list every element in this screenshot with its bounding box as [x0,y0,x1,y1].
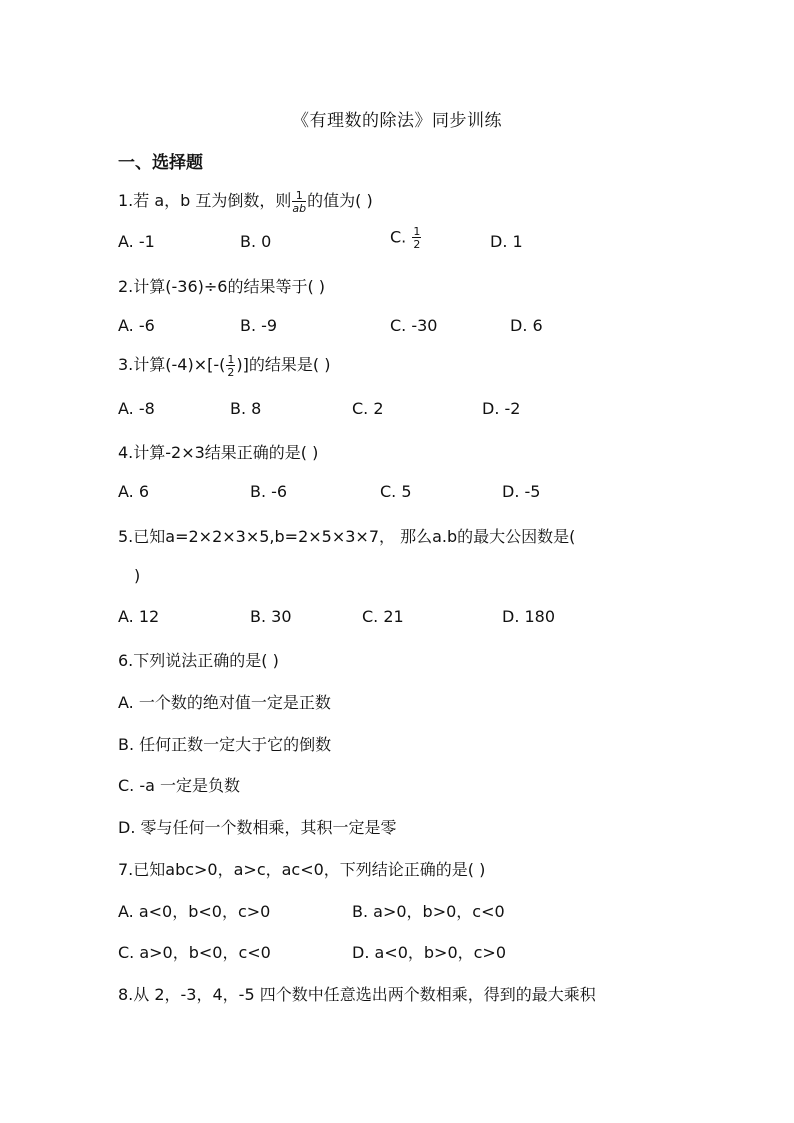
question-3-text-end: )]的结果是( ) [236,355,331,374]
q4-option-d: D. -5 [502,482,541,501]
q6-option-a: A. 一个数的绝对值一定是正数 [118,693,331,712]
q1-option-b: B. 0 [240,232,272,251]
q7-option-a: A. a<0，b<0，c>0 [118,902,271,921]
q5-option-d: D. 180 [502,607,556,626]
q2-option-d: D. 6 [510,316,543,335]
q4-option-a: A. 6 [118,482,150,501]
q1-option-d: D. 1 [490,232,523,251]
question-5-stem: 5.已知a=2×2×3×5,b=2×5×3×7， 那么a.b的最大公因数是( [118,527,576,546]
question-1-text-end: 的值为( ) [307,191,373,210]
question-3-stem [118,352,330,378]
q3-option-d: D. -2 [482,399,521,418]
q6-option-b: B. 任何正数一定大于它的倒数 [118,735,332,754]
q4-option-c: C. 5 [380,482,412,501]
q2-option-c: C. -30 [390,316,438,335]
fraction-one-half: $\frac{1}{2}$ [227,352,235,379]
q6-option-d: D. 零与任何一个数相乘，其积一定是零 [118,818,397,837]
page-title: 《有理数的除法》同步训练 [292,111,502,131]
question-3-text: 3.计算(-4)×[-( [118,355,226,374]
q6-option-c: C. -a 一定是负数 [118,776,241,795]
q7-option-b: B. a>0，b>0，c<0 [352,902,505,921]
question-1-text: 1.若 a，b 互为倒数，则 [118,191,292,210]
q7-option-c: C. a>0，b<0，c<0 [118,943,271,962]
fraction-1-over-ab: $\frac{1}{ab}$ [292,188,307,215]
q3-option-a: A. -8 [118,399,155,418]
q1-option-c: C. $\frac{1}{2}$ [390,225,421,251]
question-8-stem: 8.从 2，-3，4，-5 四个数中任意选出两个数相乘，得到的最大乘积 [118,985,596,1004]
q7-option-d: D. a<0，b>0，c>0 [352,943,507,962]
q1-option-a: A. -1 [118,232,155,251]
q4-option-b: B. -6 [250,482,288,501]
q3-option-b: B. 8 [230,399,262,418]
section-heading: 一、选择题 [118,153,203,173]
question-1-stem [118,188,373,214]
q5-option-c: C. 21 [362,607,404,626]
question-7-stem: 7.已知abc>0，a>c，ac<0，下列结论正确的是( ) [118,860,486,879]
q5-option-b: B. 30 [250,607,292,626]
question-4-stem: 4.计算-2×3结果正确的是( ) [118,443,319,462]
q2-option-a: A. -6 [118,316,155,335]
question-6-stem: 6.下列说法正确的是( ) [118,651,279,670]
question-5-stem-continued: ) [134,566,141,585]
q2-option-b: B. -9 [240,316,278,335]
q3-option-c: C. 2 [352,399,384,418]
question-2-stem: 2.计算(-36)÷6的结果等于( ) [118,277,326,296]
q5-option-a: A. 12 [118,607,160,626]
fraction-one-half: $\frac{1}{2}$ [413,225,421,251]
